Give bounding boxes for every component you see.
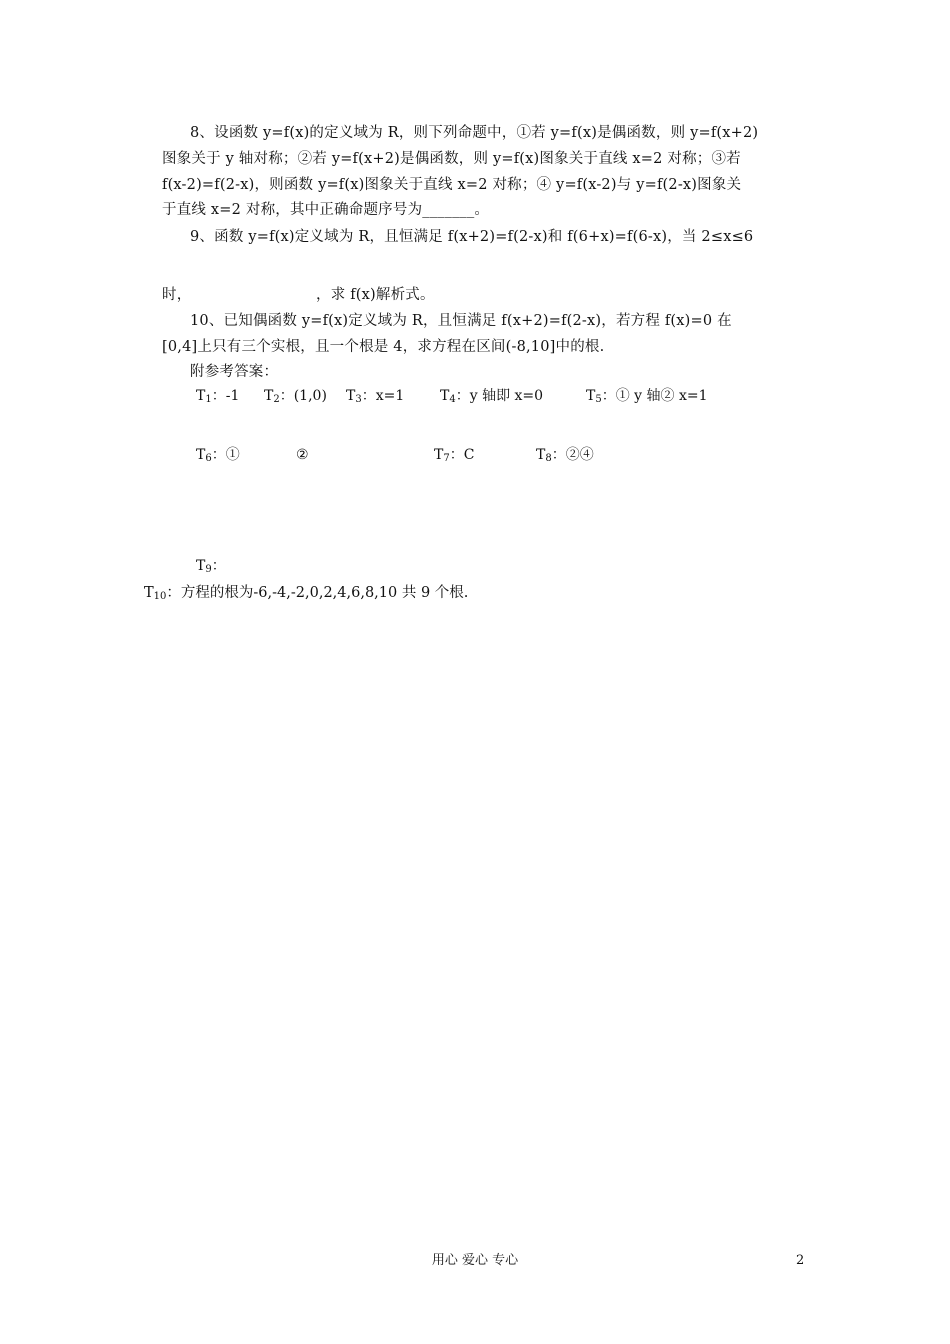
answer-t4-sub: 4	[449, 394, 456, 405]
answer-t7-text: ：C	[449, 447, 475, 463]
answers-heading: 附参考答案：	[190, 364, 279, 380]
answer-t1-sub: 1	[205, 394, 212, 405]
answer-t1-label: T	[196, 388, 206, 404]
problem-8-line-3: f(x-2)=f(2-x)，则函数 y=f(x)图象关于直线 x=2 对称；④ y=f(x-2)与 y=f(2-x)图象关	[162, 177, 742, 193]
problem-10-line-2: [0,4]上只有三个实根，且一个根是 4，求方程在区间(-8,10]中的根.	[162, 339, 605, 355]
answer-t1-text: ：-1	[211, 388, 240, 404]
page-number: 2	[796, 1253, 805, 1268]
answer-t9-sub: 9	[205, 564, 212, 575]
answer-t8-text: ：②④	[551, 447, 594, 463]
answer-t6-label: T	[196, 447, 206, 463]
answer-t6-extra: ②	[296, 447, 309, 463]
answer-t8	[536, 445, 594, 469]
answer-t6-sub: 6	[205, 453, 212, 464]
answer-t6	[196, 445, 240, 469]
answer-t9-text: ：	[211, 558, 226, 574]
problem-10-line-1: 10、已知偶函数 y=f(x)定义域为 R，且恒满足 f(x+2)=f(2-x)，若方程 f(x)=0 在	[190, 313, 732, 329]
answer-t9-label: T	[196, 558, 206, 574]
answer-t4-text: ：y 轴即 x=0	[455, 388, 544, 404]
problem-9-line-1: 9、函数 y=f(x)定义域为 R，且恒满足 f(x+2)=f(2-x)和 f(6+x)=f(6-x)，当 2≤x≤6	[190, 229, 754, 245]
answer-t8-sub: 8	[545, 453, 552, 464]
problem-8-line-4: 于直线 x=2 对称，其中正确命题序号为_______。	[162, 202, 490, 218]
answer-t5-label: T	[586, 388, 596, 404]
answer-t7-sub: 7	[443, 453, 450, 464]
answer-t10-text: ：方程的根为-6,-4,-2,0,2,4,6,8,10 共 9 个根.	[166, 585, 469, 601]
answer-t4	[440, 386, 543, 410]
answer-t2	[264, 386, 327, 410]
problem-8-line-2: 图象关于 y 轴对称；②若 y=f(x+2)是偶函数，则 y=f(x)图象关于直线 x=2 对称；③若	[162, 151, 741, 167]
answer-t9	[196, 556, 226, 580]
answer-t4-label: T	[440, 388, 450, 404]
answer-t2-text: ：(1,0)	[279, 388, 327, 404]
answer-t3	[346, 386, 404, 410]
answer-t1	[196, 386, 239, 410]
answer-t10	[144, 583, 468, 607]
answer-t5-text: ：① y 轴② x=1	[601, 388, 708, 404]
answer-t7	[434, 445, 474, 469]
answer-t2-sub: 2	[273, 394, 280, 405]
answer-t3-label: T	[346, 388, 356, 404]
answer-t5-sub: 5	[595, 394, 602, 405]
problem-9-line-2-end: ，求 f(x)解析式。	[316, 287, 435, 303]
answer-t5	[586, 386, 708, 410]
answer-t7-label: T	[434, 447, 444, 463]
answer-t10-sub: 10	[153, 591, 167, 602]
answer-t3-text: ：x=1	[361, 388, 405, 404]
answer-t8-label: T	[536, 447, 546, 463]
answer-t6-text: ：①	[211, 447, 240, 463]
answer-t3-sub: 3	[355, 394, 362, 405]
footer-motto: 用心 爱心 专心	[431, 1253, 519, 1268]
answer-t10-label: T	[144, 585, 154, 601]
problem-9-line-2-start: 时，	[162, 287, 192, 303]
problem-8-line-1: 8、设函数 y=f(x)的定义域为 R，则下列命题中，①若 y=f(x)是偶函数，则 y=f(x+2)	[190, 125, 759, 141]
answer-t2-label: T	[264, 388, 274, 404]
